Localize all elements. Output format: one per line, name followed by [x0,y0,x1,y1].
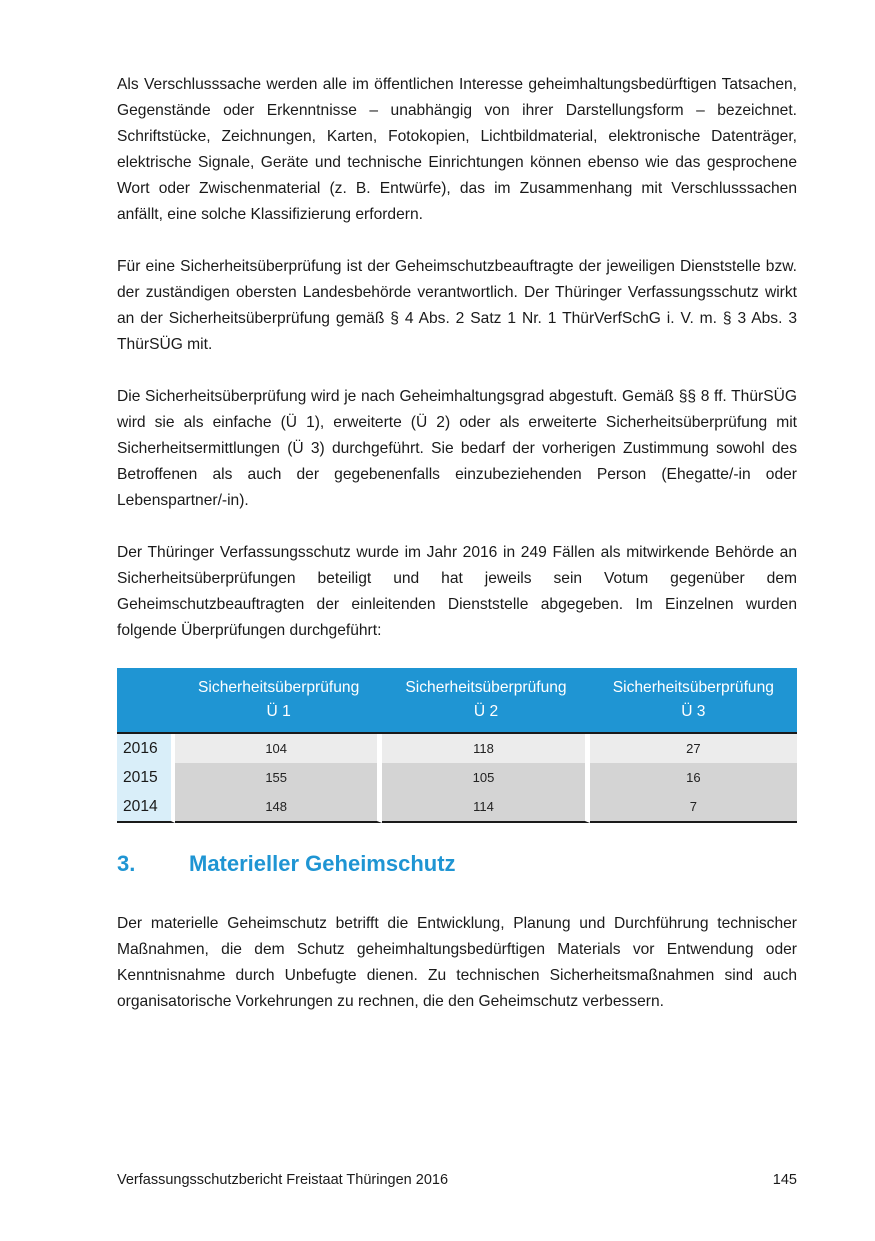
page-number: 145 [772,1172,797,1188]
row-year: 2015 [117,763,175,792]
table-corner-cell [117,668,175,734]
column-header-level: Ü 1 [266,703,291,720]
paragraph-verschlusssache: Als Verschlusssache werden alle im öffentlichen Interesse geheimhaltungsbedürftigen Tatsachen, Gegenstände oder Erkenntnisse – unabhängig von ihrer Darstellungsform – bezeichnet. Schriftstücke, Zeichnungen, Karten, Fotokopien, Lichtbildmaterial, elektronische Datenträger, elektrische Signale, Geräte und technische Einrichtungen können ebenso wie das gesprochene Wort oder Zwischenmaterial (z. B. Entwürfe), das im Zusammenhang mit Verschlusssachen anfällt, eine solche Klassifizierung erfordern. [117,76,797,223]
table-row [117,734,797,763]
paragraph-faelle: Der Thüringer Verfassungsschutz wurde im Jahr 2016 in 249 Fällen als mitwirkende Behörde an Sicherheitsüberprüfungen beteiligt und hat jeweils sein Votum gegenüber dem Geheimschutzbeauftragten der einleitenden Dienststelle abgegeben. Im Einzelnen wurden folgende Überprüfungen durchgeführt: [117,544,797,639]
paragraph-abstufung: Die Sicherheitsüberprüfung wird je nach Geheimhaltungsgrad abgestuft. Gemäß §§ 8 ff. ThürSÜG wird sie als einfache (Ü 1), erweiterte (Ü 2) oder als erweiterte Sicherheitsüberprüfung mit Sicherheitsermittlungen (Ü 3) durchgeführt. Sie bedarf der vorherigen Zustimmung sowohl des Betroffenen als auch der gegebenenfalls einzubeziehenden Person (Ehegatte/-in oder Lebenspartner/-in). [117,388,797,509]
row-year: 2014 [117,792,175,823]
column-header-ue2 [382,668,589,734]
cell-value: 7 [590,792,797,823]
cell-value: 27 [590,734,797,763]
column-header-ue3 [590,668,797,734]
footer-title: Verfassungsschutzbericht Freistaat Thüringen 2016 [117,1172,449,1188]
page-footer [117,1172,797,1188]
paragraph-sicherheitsueberpruefung: Für eine Sicherheitsüberprüfung ist der Geheimschutzbeauftragte der jeweiligen Dienststelle bzw. der zuständigen obersten Landesbehörde verantwortlich. Der Thüringer Verfassungsschutz wirkt an der Sicherheitsüberprüfung gemäß § 4 Abs. 2 Satz 1 Nr. 1 ThürVerfSchG i. V. m. § 3 Abs. 3 ThürSÜG mit. [117,258,797,353]
section-title: Materieller Geheimschutz [189,851,456,876]
table-row [117,792,797,823]
cell-value: 114 [382,792,589,823]
statistics-table [117,668,797,823]
section-heading [117,851,797,877]
cell-value: 16 [590,763,797,792]
cell-value: 118 [382,734,589,763]
column-header-label: Sicherheitsüberprüfung [612,679,774,696]
row-year: 2016 [117,734,175,763]
column-header-label: Sicherheitsüberprüfung [405,679,567,696]
column-header-ue1 [175,668,382,734]
table-header-row [117,668,797,734]
cell-value: 155 [175,763,382,792]
paragraph-materieller-geheimschutz: Der materielle Geheimschutz betrifft die Entwicklung, Planung und Durchführung technischer Maßnahmen, die dem Schutz geheimhaltungsbedürftigen Materials vor Entwendung oder Kenntnisnahme durch Unbefugte dienen. Zu technischen Sicherheitsmaßnahmen sind auch organisatorische Vorkehrungen zu rechnen, die den Geheimschutz verbessern. [117,915,797,1010]
cell-value: 105 [382,763,589,792]
cell-value: 148 [175,792,382,823]
page-content [117,72,797,1041]
table-row [117,763,797,792]
column-header-label: Sicherheitsüberprüfung [198,679,360,696]
section-number: 3. [117,851,136,876]
column-header-level: Ü 2 [473,703,499,720]
column-header-level: Ü 3 [681,703,706,720]
cell-value: 104 [175,734,382,763]
